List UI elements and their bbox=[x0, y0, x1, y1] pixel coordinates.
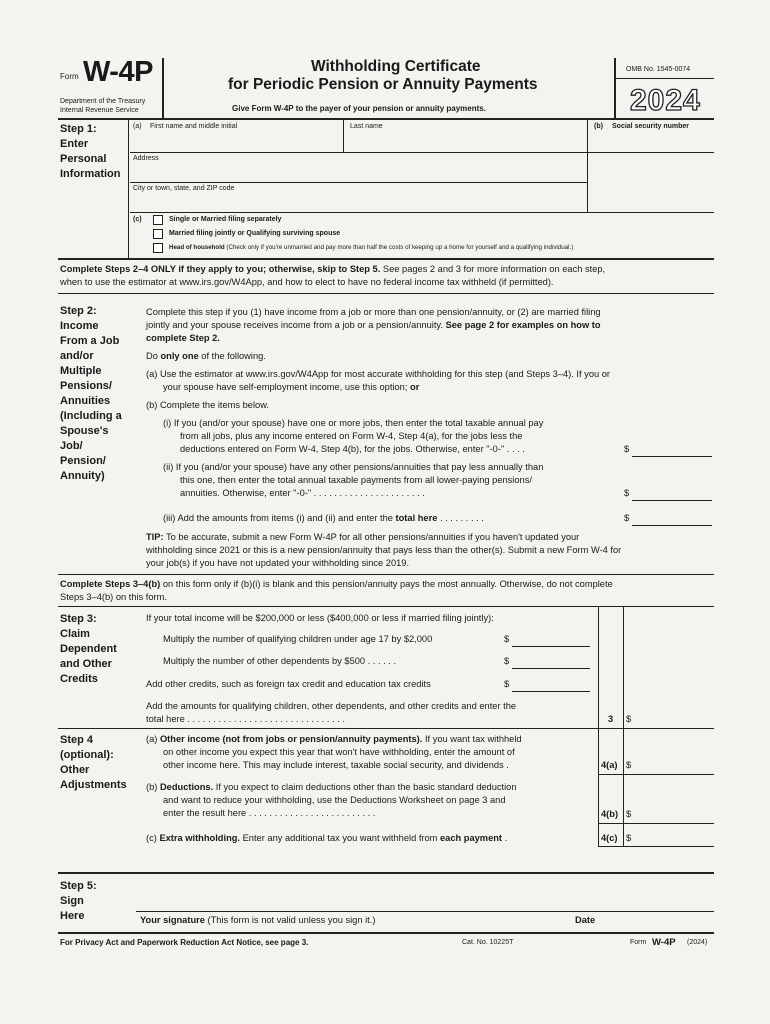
step2-option-a-line1: (a) Use the estimator at www.irs.gov/W4App for most accurate withholding for this step (and Steps 3–4). If you or bbox=[146, 369, 611, 379]
step3-other-dependents-line: Multiply the number of other dependents by $500 . . . . . . bbox=[163, 656, 397, 666]
signature-field[interactable] bbox=[140, 884, 560, 910]
step3-other-credits-input[interactable] bbox=[512, 677, 590, 692]
step4b-line1: (b) Deductions. If you expect to claim deductions other than the basic standard deduction bbox=[146, 782, 517, 792]
step4b-deductions-input[interactable] bbox=[634, 806, 712, 821]
step3-total-dollar: $ bbox=[626, 714, 632, 725]
step4a-line3: other income here. This may include interest, taxable social security, and dividends . bbox=[163, 760, 509, 770]
instruction-line2: when to use the estimator at www.irs.gov/W4App, and how to elect to have no federal income tax withheld (if permitted). bbox=[60, 277, 554, 287]
step1-c-marker: (c) bbox=[133, 216, 142, 223]
footer-form-word: Form bbox=[630, 939, 647, 946]
ssn-input[interactable] bbox=[590, 132, 712, 152]
step2-intro-line2: jointly and your spouse receives income from a job or a pension/annuity. See page 2 for examples on how to bbox=[146, 320, 601, 330]
step2-item-iii: (iii) Add the amounts from items (i) and (ii) and enter the total here . . . . . . . . . bbox=[163, 513, 484, 523]
step2-intro-line1: Complete this step if you (1) have income from a job or more than one pension/annuity, or (2) are married filing bbox=[146, 307, 601, 317]
last-name-input[interactable] bbox=[345, 132, 585, 152]
tax-year: 2024 bbox=[630, 84, 701, 117]
dept-treasury: Department of the Treasury bbox=[60, 98, 146, 105]
step4a-other-income-input[interactable] bbox=[634, 757, 712, 772]
step3-total-line2: total here . . . . . . . . . . . . . . . . . . . . . . . . . . . . . . . bbox=[146, 714, 345, 724]
step3-income-condition: If your total income will be $200,000 or less ($400,000 or less if married filing jointly): bbox=[146, 613, 494, 623]
step3-total-input[interactable] bbox=[634, 712, 712, 726]
step2-i-amount-input[interactable] bbox=[632, 442, 712, 457]
form-title-line2: for Periodic Pension or Annuity Payments bbox=[228, 76, 538, 93]
instruction2-line2: Steps 3–4(b) on this form. bbox=[60, 592, 167, 602]
address-label: Address bbox=[133, 155, 159, 162]
step3-children-dollar: $ bbox=[504, 634, 510, 645]
step5-label: Step 5: Sign Here bbox=[60, 880, 97, 922]
date-label: Date bbox=[575, 915, 596, 925]
step2-item-i-line3: deductions entered on Form W-4, Step 4(b), for the jobs. Otherwise, enter "-0-" . . . . bbox=[180, 444, 525, 454]
step3-line-number: 3 bbox=[608, 714, 614, 724]
header-divider-left bbox=[162, 58, 164, 118]
step3-other-dollar: $ bbox=[504, 656, 510, 667]
hoh-option-label: Head of household (Check only if you're unmarried and pay more than half the costs of keeping up a home for yourself and a qualifying individual.) bbox=[169, 244, 574, 251]
catalog-number: Cat. No. 10225T bbox=[462, 939, 514, 946]
step4a-line2: on other income you expect this year that won't have withholding, enter the amount of bbox=[163, 747, 515, 757]
head-of-household-checkbox[interactable] bbox=[153, 243, 163, 253]
step2-label: Step 2: Income From a Job and/or Multiple Pensions/ Annuities (Including a Spouse's Job/ Pension/ Annuity) bbox=[60, 305, 122, 482]
step4b-line2: and want to reduce your withholding, use the Deductions Worksheet on page 3 and bbox=[163, 795, 506, 805]
form-word: Form bbox=[60, 72, 79, 81]
step2-iii-amount-input[interactable] bbox=[632, 511, 712, 526]
ssn-label: Social security number bbox=[612, 123, 690, 130]
irs-label: Internal Revenue Service bbox=[60, 107, 139, 114]
tip-line1: TIP: To be accurate, submit a new Form W-4P for all other pensions/annuities if you haven't updated your bbox=[146, 532, 580, 542]
step4b-dollar: $ bbox=[626, 809, 632, 820]
step1-b-marker: (b) bbox=[594, 123, 603, 130]
step3-other-dependents-input[interactable] bbox=[512, 654, 590, 669]
step4a-line-number: 4(a) bbox=[601, 760, 618, 770]
single-checkbox[interactable] bbox=[153, 215, 163, 225]
step2-option-b: (b) Complete the items below. bbox=[146, 400, 269, 410]
instruction-line1: Complete Steps 2–4 ONLY if they apply to you; otherwise, skip to Step 5. See pages 2 and 3 for more information on each step, bbox=[60, 264, 606, 274]
omb-number: OMB No. 1545-0074 bbox=[626, 66, 691, 73]
step3-other-credits-line: Add other credits, such as foreign tax credit and education tax credits bbox=[146, 679, 431, 689]
step4c-extra-withholding-input[interactable] bbox=[634, 830, 712, 845]
step4a-dollar: $ bbox=[626, 760, 632, 771]
privacy-notice: For Privacy Act and Paperwork Reduction Act Notice, see page 3. bbox=[60, 938, 309, 947]
step4b-line-number: 4(b) bbox=[601, 809, 619, 819]
step2-option-a-line2: your spouse have self-employment income, use this option; or bbox=[163, 382, 420, 392]
step4-label: Step 4 (optional): Other Adjustments bbox=[60, 734, 127, 791]
step2-ii-amount-input[interactable] bbox=[632, 486, 712, 501]
city-state-zip-input[interactable] bbox=[133, 194, 583, 211]
step3-label: Step 3: Claim Dependent and Other Credits bbox=[60, 613, 117, 685]
address-input[interactable] bbox=[133, 164, 583, 182]
give-instruction: Give Form W-4P to the payer of your pension or annuity payments. bbox=[232, 104, 486, 113]
step4b-line3: enter the result here . . . . . . . . . . . . . . . . . . . . . . . . . bbox=[163, 808, 376, 818]
step2-item-ii-line3: annuities. Otherwise, enter "-0-" . . . . . . . . . . . . . . . . . . . . . . bbox=[180, 488, 425, 498]
step2-item-i-line1: (i) If you (and/or your spouse) have one or more jobs, then enter the total taxable annual pay bbox=[163, 418, 544, 428]
step3-children-line: Multiply the number of qualifying children under age 17 by $2,000 bbox=[163, 634, 433, 644]
step2-item-i-line2: from all jobs, plus any income entered on Form W-4, Step 4(a), for the jobs less the bbox=[180, 431, 523, 441]
single-option-label: Single or Married filing separately bbox=[169, 216, 282, 223]
step4a-line1: (a) Other income (not from jobs or pension/annuity payments). If you want tax withheld bbox=[146, 734, 522, 744]
step3-credits-dollar: $ bbox=[504, 679, 510, 690]
footer-form-name: W-4P bbox=[652, 937, 676, 948]
step4c-line-number: 4(c) bbox=[601, 833, 618, 843]
step2-item-ii-line1: (ii) If you (and/or your spouse) have any other pensions/annuities that pay less annually than bbox=[163, 462, 544, 472]
header-divider-right bbox=[614, 58, 616, 118]
tip-line3: your job(s) if you have not updated your withholding since 2019. bbox=[146, 558, 410, 568]
step2-iii-dollar: $ bbox=[624, 513, 630, 524]
step2-item-ii-line2: this one, then enter the total annual taxable payments from all lower-paying pensions/ bbox=[180, 475, 532, 485]
step3-total-line1: Add the amounts for qualifying children, other dependents, and other credits and enter the bbox=[146, 701, 517, 711]
step1-label: Step 1: Enter Personal Information bbox=[60, 123, 121, 180]
step2-ii-dollar: $ bbox=[624, 488, 630, 499]
signature-label: Your signature (This form is not valid unless you sign it.) bbox=[140, 915, 376, 925]
married-jointly-checkbox[interactable] bbox=[153, 229, 163, 239]
last-name-label: Last name bbox=[350, 123, 383, 130]
form-name: W-4P bbox=[83, 56, 153, 88]
tip-line2: withholding since 2021 or this is a new pension/annuity that pays less than the other(s). Submit a new Form W-4 for bbox=[146, 545, 622, 555]
date-field[interactable] bbox=[574, 884, 712, 910]
step3-children-input[interactable] bbox=[512, 632, 590, 647]
first-name-input[interactable] bbox=[133, 132, 341, 152]
step4c-line: (c) Extra withholding. Enter any additional tax you want withheld from each payment . bbox=[146, 833, 508, 843]
footer-year: (2024) bbox=[687, 939, 708, 946]
married-option-label: Married filing jointly or Qualifying surviving spouse bbox=[169, 230, 341, 237]
do-only-one: Do only one of the following. bbox=[146, 351, 266, 361]
city-label: City or town, state, and ZIP code bbox=[133, 185, 235, 192]
first-name-label: First name and middle initial bbox=[150, 123, 238, 130]
form-title-line1: Withholding Certificate bbox=[311, 58, 481, 75]
step1-a-marker: (a) bbox=[133, 123, 142, 130]
instruction2-line1: Complete Steps 3–4(b) on this form only if (b)(i) is blank and this pension/annuity pays the most annually. Otherwise, do not complete bbox=[60, 579, 613, 589]
step4c-dollar: $ bbox=[626, 833, 632, 844]
step2-i-dollar: $ bbox=[624, 444, 630, 455]
step2-intro-line3: complete Step 2. bbox=[146, 333, 220, 343]
